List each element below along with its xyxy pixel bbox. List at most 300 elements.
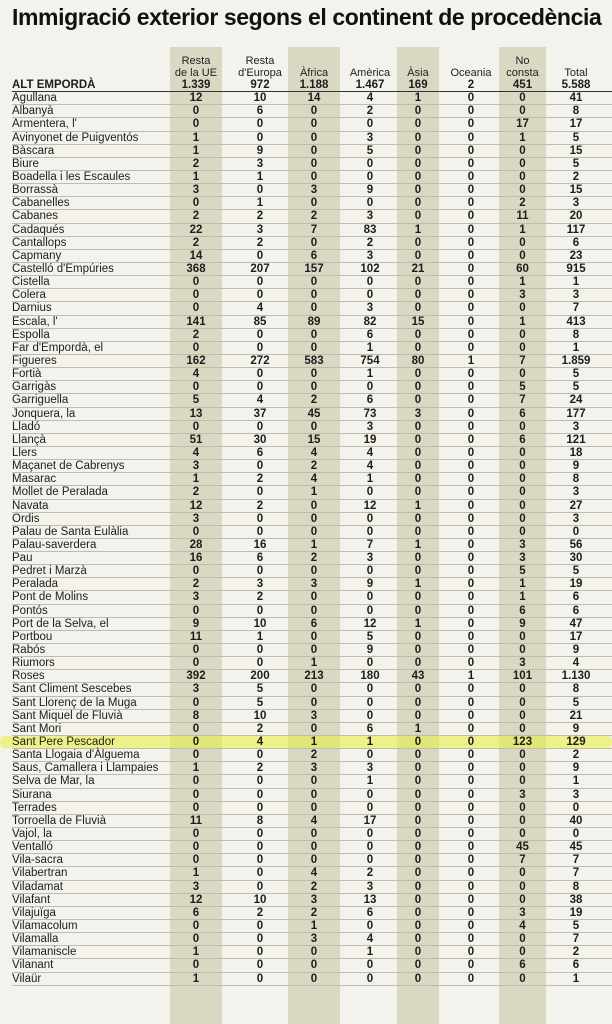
municipality-name: Pedret i Marzà	[12, 565, 87, 578]
cell-total: 15	[569, 144, 583, 157]
cell-africa: 2	[310, 749, 318, 762]
cell-no-consta: 3	[519, 788, 526, 801]
cell-america: 9	[366, 184, 374, 197]
cell-resta-europa: 0	[256, 565, 264, 578]
cell-asia: 0	[414, 420, 422, 433]
cell-resta-europa: 0	[256, 959, 264, 972]
cell-oceania: 0	[467, 328, 475, 341]
cell-no-consta: 0	[519, 446, 526, 459]
table-row	[12, 526, 612, 539]
cell-resta-europa: 972	[250, 79, 270, 91]
cell-total: 6	[572, 236, 580, 249]
municipality-name: Sant Mori	[12, 722, 62, 735]
cell-africa: 2	[310, 394, 318, 407]
cell-asia: 0	[414, 210, 422, 223]
cell-asia: 0	[414, 893, 422, 906]
cell-africa: 0	[310, 946, 318, 959]
header-label: Àfrica	[299, 67, 329, 79]
cell-america: 13	[363, 893, 377, 906]
cell-resta-europa: 0	[256, 276, 264, 289]
cell-oceania: 0	[467, 118, 475, 131]
cell-africa: 1	[310, 920, 318, 932]
cell-america: 9	[366, 644, 374, 657]
table-row	[12, 789, 612, 802]
cell-total: 3	[572, 486, 580, 499]
municipality-name: Agullana	[12, 92, 57, 105]
cell-resta-europa: 0	[256, 775, 264, 788]
header-label: Resta d'Europa	[238, 55, 282, 79]
cell-resta-ue: 1	[192, 131, 200, 144]
cell-no-consta: 1	[519, 315, 526, 328]
cell-america: 82	[363, 315, 377, 328]
cell-oceania: 0	[467, 644, 475, 657]
cell-oceania: 0	[467, 933, 475, 946]
cell-total: 6	[572, 591, 580, 604]
cell-asia: 0	[414, 368, 422, 381]
cell-resta-europa: 0	[256, 368, 264, 381]
cell-america: 4	[366, 92, 374, 105]
cell-oceania: 0	[467, 657, 475, 670]
cell-america: 6	[366, 328, 374, 341]
cell-no-consta: 0	[519, 144, 526, 157]
municipality-name: Boadella i les Escaules	[12, 170, 131, 183]
cell-no-consta: 5	[519, 381, 526, 394]
cell-oceania: 0	[467, 972, 475, 985]
cell-asia: 0	[414, 828, 422, 841]
municipality-name: Pontós	[12, 604, 48, 617]
table-row	[12, 460, 612, 473]
cell-africa: 0	[310, 525, 318, 538]
cell-oceania: 0	[467, 381, 475, 394]
cell-asia: 0	[414, 433, 422, 446]
municipality-name: Viladamat	[12, 880, 63, 893]
cell-resta-europa: 16	[253, 538, 267, 551]
municipality-name: Peralada	[12, 578, 59, 591]
table-row	[12, 197, 612, 210]
cell-africa: 0	[310, 328, 318, 341]
cell-resta-ue: 0	[192, 775, 200, 788]
cell-no-consta: 3	[519, 657, 526, 670]
cell-america: 2	[366, 105, 374, 118]
cell-asia: 1	[414, 617, 422, 630]
municipality-name: Palau de Santa Eulàlia	[12, 525, 129, 538]
municipality-name: Castelló d'Empúries	[12, 262, 114, 275]
cell-america: 4	[366, 933, 374, 946]
cell-total: 9	[572, 722, 580, 735]
cell-america: 3	[366, 552, 374, 565]
cell-resta-ue: 1	[192, 972, 200, 985]
cell-asia: 0	[414, 341, 422, 354]
cell-no-consta: 0	[519, 644, 526, 657]
cell-resta-europa: 0	[256, 749, 264, 762]
cell-no-consta: 0	[519, 157, 526, 170]
cell-asia: 0	[414, 946, 422, 959]
cell-resta-europa: 2	[256, 591, 264, 604]
cell-resta-europa: 5	[256, 683, 264, 696]
cell-africa: 1	[310, 538, 318, 551]
cell-total: 41	[569, 92, 583, 105]
cell-oceania: 0	[467, 946, 475, 959]
cell-no-consta: 6	[519, 959, 526, 972]
cell-total: 20	[569, 210, 583, 223]
cell-total: 2	[572, 749, 580, 762]
cell-africa: 0	[310, 341, 318, 354]
municipality-name: Cantallops	[12, 236, 67, 249]
municipality-name: Garrigàs	[12, 381, 57, 394]
cell-asia: 0	[414, 328, 422, 341]
cell-africa: 0	[310, 854, 318, 867]
table-row	[12, 276, 612, 289]
cell-resta-ue: 0	[192, 420, 200, 433]
cell-oceania: 0	[467, 433, 475, 446]
cell-no-consta: 6	[519, 433, 526, 446]
cell-africa: 0	[310, 144, 318, 157]
cell-oceania: 0	[467, 223, 475, 236]
cell-asia: 0	[414, 394, 422, 407]
table-row	[12, 434, 612, 447]
table-row	[12, 591, 612, 604]
cell-total: 47	[569, 617, 583, 630]
cell-oceania: 0	[467, 368, 475, 381]
table-row	[12, 631, 612, 644]
cell-america: 0	[366, 749, 374, 762]
cell-africa: 0	[310, 775, 318, 788]
cell-total: 1.130	[561, 670, 591, 683]
cell-oceania: 0	[467, 578, 475, 591]
cell-total: 0	[572, 828, 580, 841]
cell-no-consta: 11	[516, 210, 529, 223]
municipality-name: Borrassà	[12, 184, 59, 197]
cell-total: 9	[572, 460, 580, 473]
cell-total: 2	[572, 170, 580, 183]
cell-no-consta: 0	[519, 683, 526, 696]
table-row	[12, 473, 612, 486]
municipality-name: Fortià	[12, 368, 42, 381]
cell-no-consta: 7	[519, 854, 526, 867]
cell-asia: 0	[414, 867, 422, 880]
header-label: Oceania	[450, 67, 492, 79]
cell-no-consta: 3	[519, 538, 526, 551]
table-row	[12, 828, 612, 841]
cell-asia: 3	[414, 407, 422, 420]
cell-oceania: 0	[467, 460, 475, 473]
cell-oceania: 0	[467, 880, 475, 893]
table-row	[12, 513, 612, 526]
cell-asia: 1	[414, 722, 422, 735]
municipality-name: Cadaqués	[12, 223, 65, 236]
cell-no-consta: 0	[519, 762, 526, 775]
cell-africa: 0	[310, 788, 318, 801]
cell-resta-europa: 6	[256, 105, 264, 118]
cell-america: 0	[366, 801, 374, 814]
cell-asia: 0	[414, 170, 422, 183]
cell-oceania: 0	[467, 828, 475, 841]
cell-resta-ue: 8	[192, 709, 200, 722]
cell-asia: 0	[414, 565, 422, 578]
cell-total: 19	[569, 906, 583, 919]
cell-america: 4	[366, 460, 374, 473]
data-table	[12, 79, 612, 986]
cell-america: 0	[366, 276, 374, 289]
cell-total: 8	[572, 105, 580, 118]
cell-total: 7	[572, 854, 580, 867]
cell-total: 5	[572, 920, 580, 932]
header-oceania	[443, 47, 499, 79]
cell-asia: 0	[414, 105, 422, 118]
cell-asia: 0	[414, 749, 422, 762]
municipality-name: Llers	[12, 446, 37, 459]
cell-resta-ue: 1.339	[181, 79, 211, 91]
cell-asia: 1	[414, 92, 422, 105]
cell-africa: 0	[310, 131, 318, 144]
cell-oceania: 0	[467, 499, 475, 512]
cell-resta-ue: 4	[192, 446, 200, 459]
cell-resta-europa: 0	[256, 854, 264, 867]
cell-oceania: 0	[467, 486, 475, 499]
cell-america: 102	[360, 262, 380, 275]
cell-asia: 0	[414, 801, 422, 814]
cell-no-consta: 0	[519, 630, 526, 643]
cell-no-consta: 0	[519, 893, 526, 906]
cell-america: 3	[366, 210, 374, 223]
header-total	[548, 47, 604, 79]
cell-asia: 0	[414, 184, 422, 197]
cell-total: 129	[566, 736, 586, 749]
cell-no-consta: 0	[519, 880, 526, 893]
cell-resta-europa: 6	[256, 552, 264, 565]
cell-total: 17	[569, 118, 583, 131]
cell-no-consta: 123	[512, 736, 533, 749]
header-label: Amèrica	[349, 67, 391, 79]
cell-africa: 0	[310, 289, 318, 302]
cell-asia: 0	[414, 644, 422, 657]
cell-america: 12	[363, 499, 377, 512]
cell-america: 0	[366, 854, 374, 867]
municipality-name: Vilanant	[12, 959, 54, 972]
municipality-name: Portbou	[12, 630, 53, 643]
cell-oceania: 0	[467, 302, 475, 315]
cell-africa: 0	[310, 368, 318, 381]
table-row-total	[12, 79, 612, 92]
cell-resta-europa: 0	[256, 118, 264, 131]
cell-asia: 0	[414, 289, 422, 302]
cell-oceania: 0	[467, 709, 475, 722]
cell-africa: 3	[310, 762, 318, 775]
cell-resta-europa: 0	[256, 644, 264, 657]
cell-africa: 0	[310, 302, 318, 315]
cell-america: 4	[366, 446, 374, 459]
cell-africa: 1	[310, 486, 318, 499]
cell-resta-ue: 1	[192, 144, 200, 157]
table-row	[12, 605, 612, 618]
cell-asia: 0	[414, 788, 422, 801]
cell-resta-ue: 3	[192, 591, 200, 604]
cell-america: 6	[366, 906, 374, 919]
cell-oceania: 0	[467, 959, 475, 972]
cell-oceania: 0	[467, 920, 475, 932]
cell-resta-ue: 4	[192, 368, 200, 381]
cell-resta-europa: 0	[256, 420, 264, 433]
cell-resta-ue: 0	[192, 657, 200, 670]
cell-asia: 0	[414, 512, 422, 525]
cell-oceania: 0	[467, 473, 475, 486]
cell-oceania: 0	[467, 736, 475, 749]
cell-resta-europa: 30	[253, 433, 267, 446]
cell-oceania: 0	[467, 276, 475, 289]
cell-no-consta: 0	[519, 486, 526, 499]
cell-resta-ue: 0	[192, 828, 200, 841]
cell-total: 7	[572, 933, 580, 946]
cell-no-consta: 1	[519, 276, 526, 289]
cell-resta-europa: 3	[256, 223, 264, 236]
cell-america: 0	[366, 959, 374, 972]
cell-africa: 0	[310, 630, 318, 643]
cell-africa: 0	[310, 105, 318, 118]
cell-no-consta: 45	[516, 841, 529, 854]
cell-resta-europa: 3	[256, 578, 264, 591]
table-row	[12, 723, 612, 736]
cell-america: 19	[363, 433, 377, 446]
cell-africa: 4	[310, 814, 318, 827]
cell-oceania: 1	[467, 670, 475, 683]
cell-asia: 0	[414, 197, 422, 210]
table-row	[12, 329, 612, 342]
municipality-name: Masarac	[12, 473, 57, 486]
cell-africa: 0	[310, 236, 318, 249]
cell-asia: 15	[411, 315, 425, 328]
cell-resta-ue: 1	[192, 946, 200, 959]
cell-asia: 0	[414, 880, 422, 893]
cell-total: 30	[569, 552, 583, 565]
cell-asia: 80	[411, 354, 425, 367]
cell-asia: 0	[414, 552, 422, 565]
cell-no-consta: 451	[512, 79, 533, 91]
municipality-name: Biure	[12, 157, 39, 170]
table-row	[12, 500, 612, 513]
cell-resta-europa: 2	[256, 210, 264, 223]
table-row	[12, 368, 612, 381]
table-row	[12, 802, 612, 815]
cell-oceania: 0	[467, 749, 475, 762]
cell-no-consta: 0	[519, 828, 526, 841]
cell-resta-ue: 0	[192, 841, 200, 854]
cell-asia: 0	[414, 854, 422, 867]
cell-africa: 2	[310, 906, 318, 919]
table-row	[12, 539, 612, 552]
cell-america: 0	[366, 157, 374, 170]
table-row	[12, 263, 612, 276]
cell-resta-europa: 0	[256, 328, 264, 341]
cell-resta-ue: 0	[192, 801, 200, 814]
cell-asia: 0	[414, 591, 422, 604]
cell-resta-ue: 12	[189, 893, 203, 906]
cell-resta-europa: 2	[256, 722, 264, 735]
header-no-consta	[499, 47, 546, 79]
municipality-name: Jonquera, la	[12, 407, 76, 420]
cell-resta-ue: 51	[189, 433, 203, 446]
cell-no-consta: 0	[519, 473, 526, 486]
cell-resta-ue: 1	[192, 867, 200, 880]
cell-africa: 0	[310, 157, 318, 170]
table-row	[12, 486, 612, 499]
cell-oceania: 0	[467, 525, 475, 538]
municipality-name: Mollet de Peralada	[12, 486, 108, 499]
cell-oceania: 0	[467, 197, 475, 210]
cell-no-consta: 6	[519, 604, 526, 617]
cell-resta-europa: 0	[256, 486, 264, 499]
table-row	[12, 302, 612, 315]
cell-oceania: 0	[467, 315, 475, 328]
cell-oceania: 0	[467, 722, 475, 735]
cell-asia: 1	[414, 578, 422, 591]
cell-no-consta: 0	[519, 249, 526, 262]
cell-america: 0	[366, 604, 374, 617]
cell-resta-ue: 16	[189, 552, 203, 565]
cell-resta-europa: 0	[256, 249, 264, 262]
cell-no-consta: 0	[519, 696, 526, 709]
cell-oceania: 0	[467, 92, 475, 105]
table-row	[12, 565, 612, 578]
cell-america: 0	[366, 828, 374, 841]
cell-no-consta: 0	[519, 775, 526, 788]
cell-america: 1	[366, 775, 374, 788]
cell-africa: 6	[310, 249, 318, 262]
cell-resta-europa: 0	[256, 460, 264, 473]
municipality-name: Terrades	[12, 801, 57, 814]
cell-asia: 0	[414, 460, 422, 473]
municipality-name: Vilamalla	[12, 933, 59, 946]
cell-no-consta: 9	[519, 617, 526, 630]
cell-no-consta: 0	[519, 105, 526, 118]
cell-total: 8	[572, 683, 580, 696]
cell-resta-europa: 0	[256, 946, 264, 959]
cell-resta-europa: 0	[256, 131, 264, 144]
cell-oceania: 0	[467, 591, 475, 604]
table-row	[12, 762, 612, 775]
table-row	[12, 683, 612, 696]
municipality-name: Ventalló	[12, 841, 53, 854]
cell-america: 1	[366, 736, 374, 749]
table-row	[12, 881, 612, 894]
cell-africa: 4	[310, 473, 318, 486]
cell-total: 1	[572, 341, 580, 354]
cell-resta-ue: 12	[189, 499, 203, 512]
cell-resta-europa: 0	[256, 184, 264, 197]
cell-africa: 2	[310, 880, 318, 893]
cell-no-consta: 1	[519, 578, 526, 591]
cell-america: 6	[366, 394, 374, 407]
cell-no-consta: 3	[519, 289, 526, 302]
cell-oceania: 0	[467, 105, 475, 118]
table-row	[12, 171, 612, 184]
table-row	[12, 973, 612, 986]
cell-resta-europa: 272	[250, 354, 270, 367]
cell-resta-ue: 2	[192, 236, 200, 249]
cell-oceania: 0	[467, 630, 475, 643]
cell-africa: 3	[310, 933, 318, 946]
cell-no-consta: 60	[516, 262, 529, 275]
cell-asia: 0	[414, 933, 422, 946]
cell-no-consta: 0	[519, 184, 526, 197]
cell-america: 0	[366, 486, 374, 499]
cell-total: 6	[572, 604, 580, 617]
municipality-name: Saus, Camallera i Llampaies	[12, 762, 159, 775]
cell-total: 18	[569, 446, 583, 459]
cell-total: 4	[572, 657, 580, 670]
cell-resta-europa: 2	[256, 762, 264, 775]
cell-america: 2	[366, 236, 374, 249]
cell-asia: 0	[414, 959, 422, 972]
